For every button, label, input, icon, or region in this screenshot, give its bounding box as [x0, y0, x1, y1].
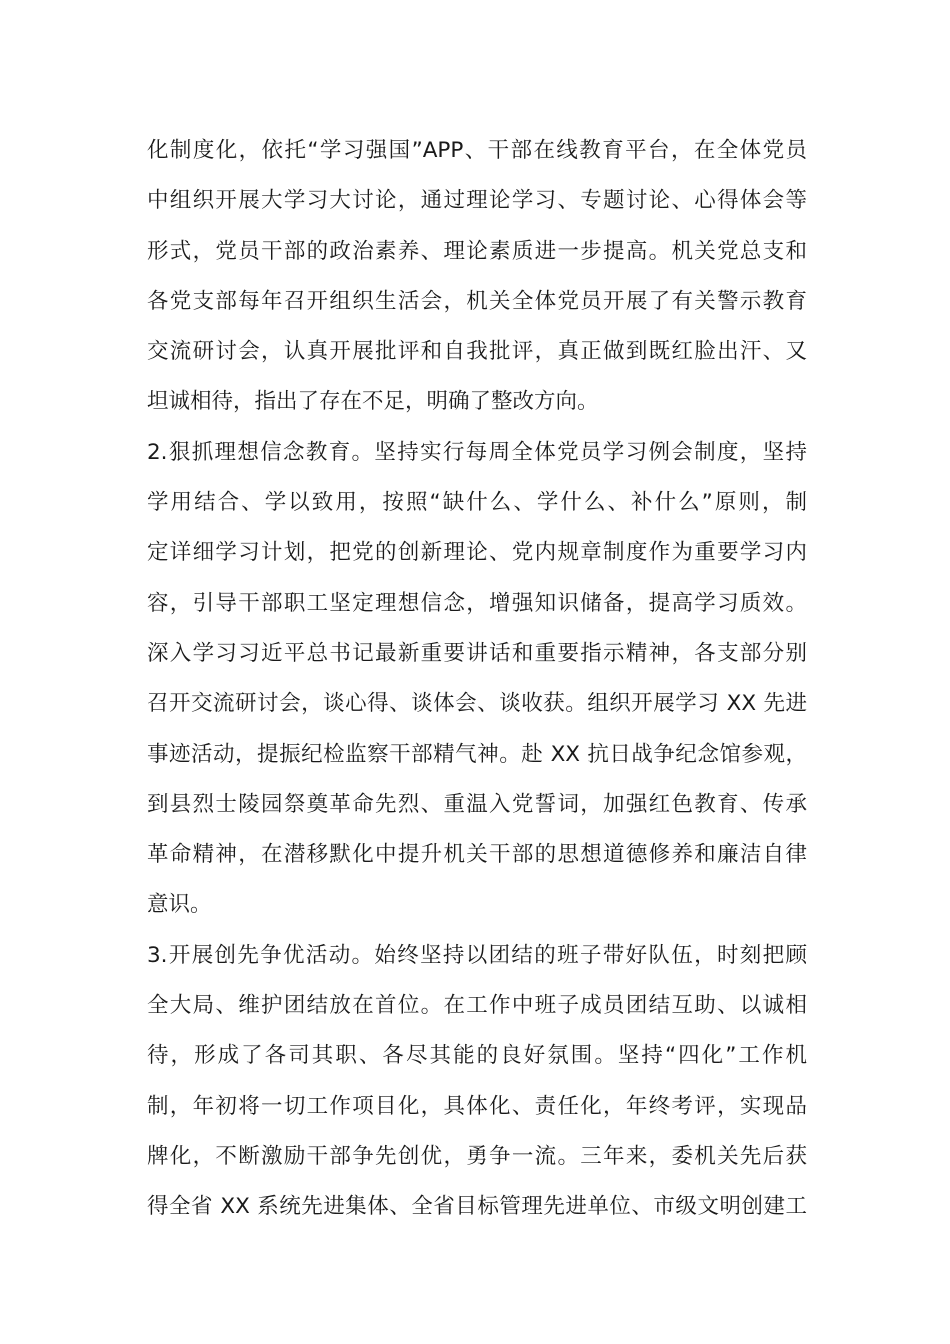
text-line: 到县烈士陵园祭奠革命先烈、重温入党誓词，加强红色教育、传承	[147, 791, 807, 817]
document-body	[147, 126, 807, 1233]
text-line: 事迹活动，提振纪检监察干部精气神。赴 XX 抗日战争纪念馆参观，	[147, 741, 807, 767]
text-line: 交流研讨会，认真开展批评和自我批评，真正做到既红脸出汗、又	[147, 339, 807, 365]
text-line: 化制度化，依托“学习强国”APP、干部在线教育平台，在全体党员	[147, 138, 807, 163]
text-line: 召开交流研讨会，谈心得、谈体会、谈收获。组织开展学习 XX 先进	[147, 691, 807, 717]
text-line: 学用结合、学以致用，按照“缺什么、学什么、补什么”原则，制	[147, 490, 807, 516]
text-line: 得全省 XX 系统先进集体、全省目标管理先进单位、市级文明创建工	[147, 1194, 807, 1220]
text-line: 牌化，不断激励干部争先创优，勇争一流。三年来，委机关先后获	[147, 1143, 807, 1169]
text-line: 中组织开展大学习大讨论，通过理论学习、专题讨论、心得体会等	[147, 188, 807, 214]
text-line: 制，年初将一切工作项目化，具体化、责任化，年终考评，实现品	[147, 1093, 807, 1119]
text-line: 定详细学习计划，把党的创新理论、党内规章制度作为重要学习内	[147, 540, 807, 566]
text-line: 待，形成了各司其职、各尽其能的良好氛围。坚持“四化”工作机	[147, 1043, 807, 1069]
text-line: 全大局、维护团结放在首位。在工作中班子成员团结互助、以诚相	[147, 993, 807, 1019]
text-line: 坦诚相待，指出了存在不足，明确了整改方向。	[147, 389, 599, 415]
text-line: 深入学习习近平总书记最新重要讲话和重要指示精神，各支部分别	[147, 640, 807, 666]
text-line: 3.开展创先争优活动。始终坚持以团结的班子带好队伍，时刻把顾	[147, 942, 807, 968]
text-line: 意识。	[147, 892, 212, 918]
text-line: 革命精神，在潜移默化中提升机关干部的思想道德修养和廉洁自律	[147, 842, 807, 868]
text-line: 容，引导干部职工坚定理想信念，增强知识储备，提高学习质效。	[147, 590, 807, 616]
text-line: 形式，党员干部的政治素养、理论素质进一步提高。机关党总支和	[147, 238, 807, 264]
text-line: 2.狠抓理想信念教育。坚持实行每周全体党员学习例会制度，坚持	[147, 439, 807, 465]
text-line: 各党支部每年召开组织生活会，机关全体党员开展了有关警示教育	[147, 288, 807, 314]
